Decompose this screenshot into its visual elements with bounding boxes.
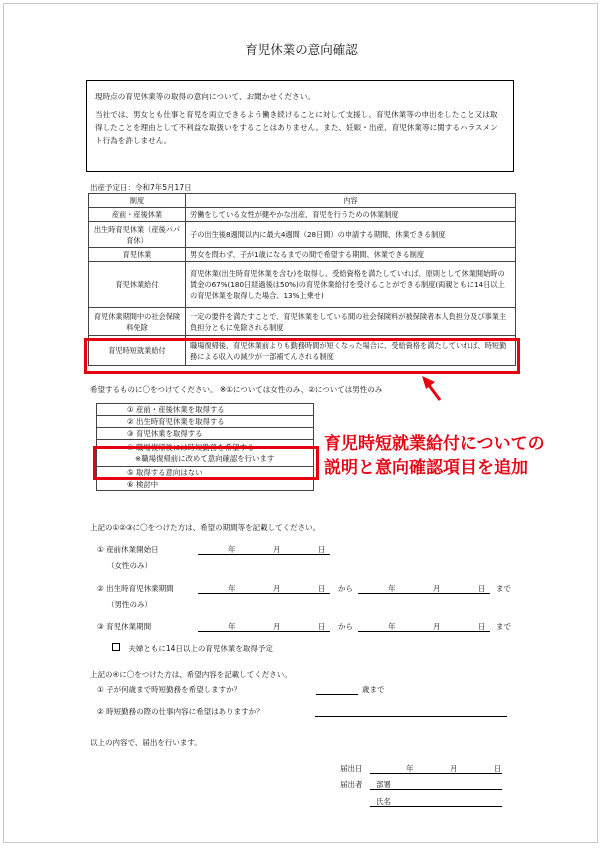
option-6[interactable]: ⑥ 検討中 — [97, 479, 314, 491]
period-1-date-field[interactable]: 年 月 日 — [198, 544, 330, 555]
submit-date-label: 届出日 — [340, 764, 363, 773]
option-2[interactable]: ② 出生時育児休業を取得する — [97, 416, 314, 428]
system-content: 育児休業(出生時育児休業を含む)を取得し、受給資格を満たしていれば、原則として休業開始時の賃金の67%(180日経過後は50%)の育児休業給付を受けることができる制度(両親ともに14日以上の育児休業を取得した場合、13%上乗せ) — [186, 262, 516, 308]
highlight-box-new-row — [84, 338, 520, 374]
couple-checkbox[interactable] — [112, 643, 120, 651]
option-4-label: ④ 職場復帰後には時短勤務を希望する — [127, 443, 255, 452]
option-4-note: ※職場復帰前に改めて意向確認を行います — [135, 454, 275, 463]
dept-field[interactable] — [370, 779, 502, 790]
period-2-until: まで — [496, 584, 511, 593]
period-3-from: から — [338, 622, 353, 631]
period-2-from: から — [338, 584, 353, 593]
table-header: 内容 — [186, 194, 516, 208]
system-name: 産前・産後休業 — [89, 208, 186, 222]
system-content: 男女を問わず、子が1歳になるまでの間で希望する期間、休業できる制度 — [186, 248, 516, 262]
period-1-label: ① 産前休業開始日 （女性のみ） — [97, 545, 159, 570]
system-name: 育児休業給付 — [89, 262, 186, 308]
table-row — [89, 208, 516, 222]
system-content: 一定の要件を満たすことで、育児休業をしている間の社会保険料が被保険者本人負担分及び事業主負担分ともに免除される制度 — [186, 308, 516, 336]
system-name: 出生時育児休業（産後パパ育休） — [89, 222, 186, 248]
submit-date-field[interactable]: 年 月 日 — [370, 763, 502, 774]
option-1[interactable]: ① 産前・産後休業を取得する — [97, 404, 314, 416]
option-5[interactable]: ⑤ 取得する意向はない — [97, 467, 314, 479]
intro-line-1: 現時点の育児休業等の取得の意向について、お聞かせください。 — [95, 92, 315, 101]
period-3-start-field[interactable]: 年 月 日 — [198, 621, 330, 632]
submit-by-label: 届出者 — [340, 780, 363, 789]
table-row — [89, 222, 516, 248]
period-3-label: ③ 育児休業期間 — [97, 622, 152, 631]
name-label: 氏名 — [376, 797, 391, 806]
table-header-row — [89, 194, 516, 208]
couple-note-row — [112, 643, 273, 654]
couple-note: 夫婦ともに14日以上の育児休業を取得予定 — [128, 644, 273, 653]
callout-line-1: 育児時短就業給付についての — [324, 434, 545, 454]
intro-box — [86, 80, 514, 172]
question-1: ① 子が何歳まで時短勤務を希望しますか？ — [97, 685, 242, 694]
due-date: 出産予定日：令和7年5月17日 — [90, 183, 192, 192]
table-row — [89, 308, 516, 336]
system-name: 育児休業 — [89, 248, 186, 262]
question-2-field[interactable] — [315, 706, 507, 717]
section1-instruction: 上記の①②③に〇をつけた方は、希望の期間等を記載してください。 — [90, 523, 321, 532]
period-2-label: ② 出生時育児休業期間 （男性のみ） — [97, 584, 174, 609]
system-name: 育児時短就業給付 — [89, 336, 186, 366]
period-2-end-field[interactable]: 年 月 日 — [358, 583, 490, 594]
system-content: 子の出生後8週間以内に最大4週間（28日間）の申請する期間、休業できる制度 — [186, 222, 516, 248]
arrow-icon — [420, 374, 446, 404]
option-3[interactable]: ③ 育児休業を取得する — [97, 428, 314, 440]
closing-text: 以上の内容で、届出を行います。 — [90, 738, 202, 747]
question-1-field[interactable] — [316, 684, 358, 695]
callout-text — [324, 432, 545, 480]
question-1-suffix: 歳まで — [362, 685, 385, 694]
dept-label: 部署 — [376, 780, 391, 789]
section2-instruction: 上記の④に〇をつけた方は、希望内容を記載してください。 — [90, 670, 292, 679]
intro-line-2: 当社では、男女とも仕事と育児を両立できるよう働き続けることに対して支援し、育児休業等の申出をしたこと又は取得したことを理由として不利益な取扱いをすることはありません。また、妊娠・出産、育児休業等に関するハラスメント行為を許しません。 — [95, 110, 498, 145]
system-content: 職場復帰後、育児休業前よりも勤務時間が短くなった場合に、受給資格を満たしていれば、時短勤務による収入の減少が一部補てんされる制度 — [186, 336, 516, 366]
period-3-until: まで — [496, 622, 511, 631]
period-3-end-field[interactable]: 年 月 日 — [358, 621, 490, 632]
table-header: 制度 — [89, 194, 186, 208]
table-row — [89, 262, 516, 308]
page-title: 育児休業の意向確認 — [245, 42, 358, 57]
question-2: ② 時短勤務の際の仕事内容に希望はありますか？ — [97, 707, 264, 716]
select-instruction: 希望するものに〇をつけてください。 ※①については女性のみ、②については男性のみ — [90, 385, 383, 394]
system-content: 労働をしている女性が健やかな出産、育児を行うための休業制度 — [186, 208, 516, 222]
table-row — [89, 248, 516, 262]
highlight-box-option-4 — [93, 446, 319, 480]
callout-line-2: 説明と意向確認項目を追加 — [324, 458, 528, 478]
period-2-start-field[interactable]: 年 月 日 — [198, 583, 330, 594]
name-field[interactable] — [370, 796, 502, 807]
system-name: 育児休業期間中の社会保険料免除 — [89, 308, 186, 336]
